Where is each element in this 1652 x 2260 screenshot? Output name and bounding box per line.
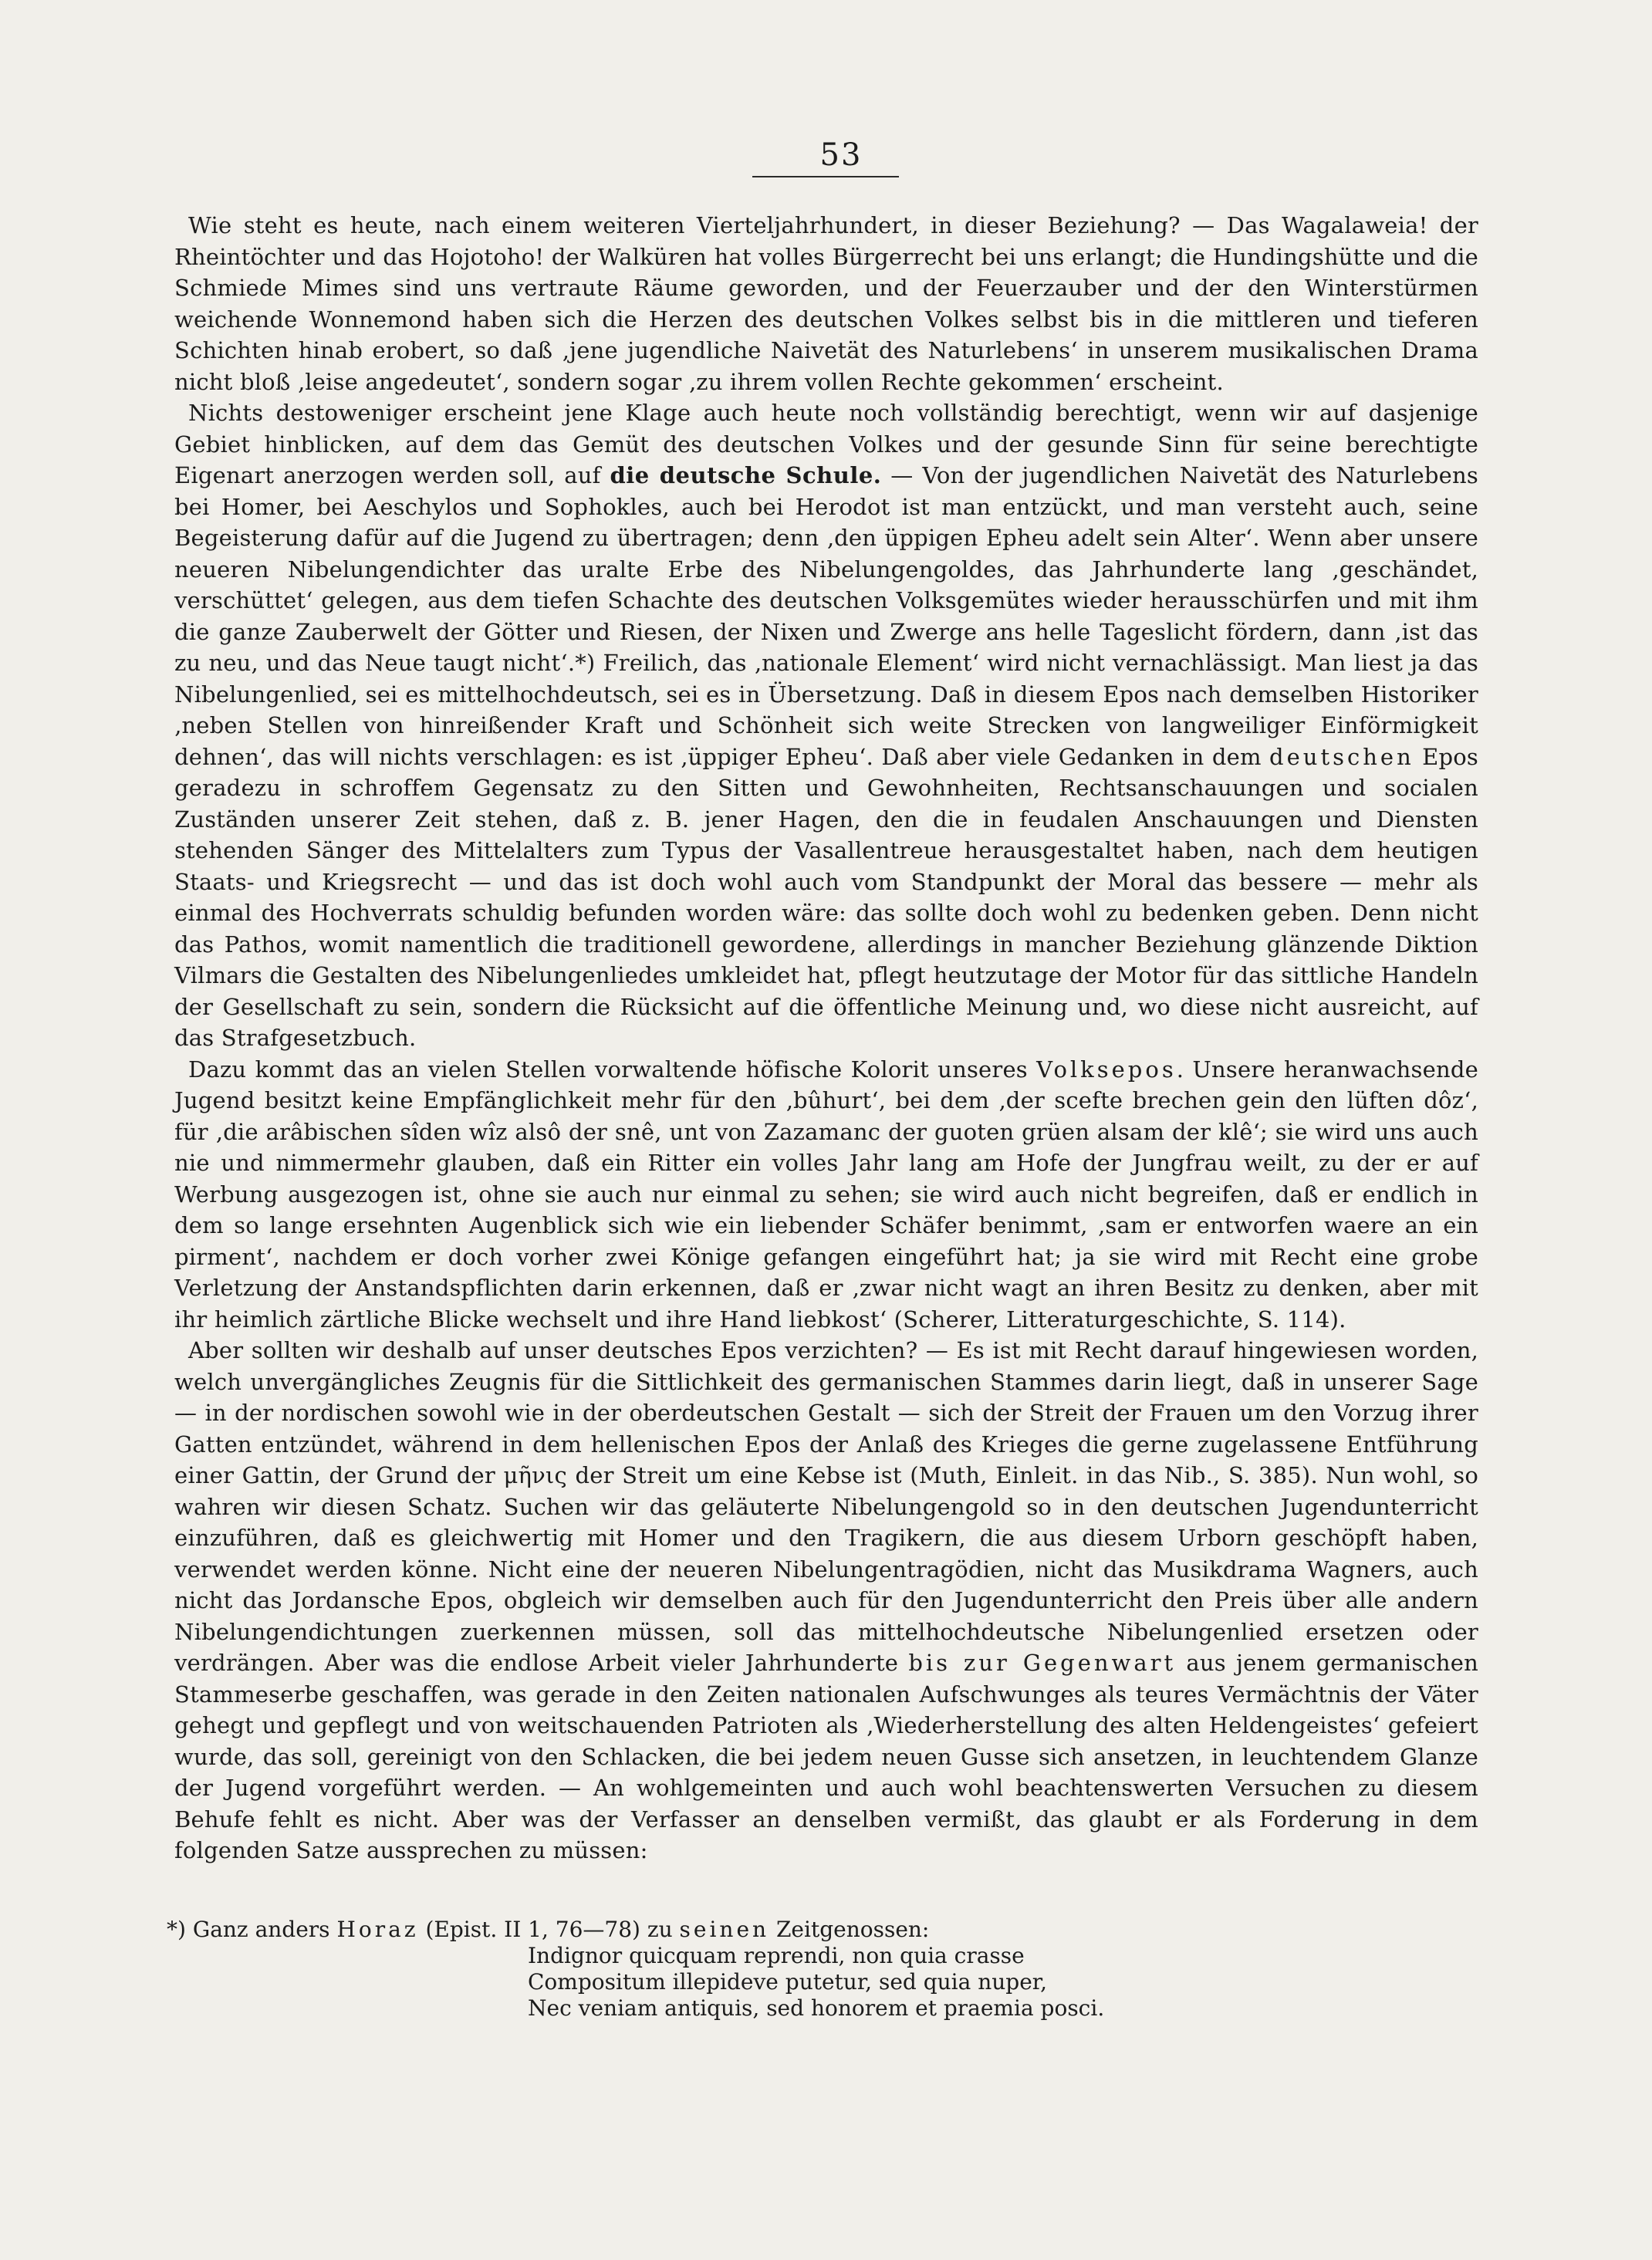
verse-line: Compositum illepideve putetur, sed quia nuper,	[528, 1969, 1047, 1995]
emphasis-spaced: deutschen	[1269, 743, 1414, 770]
verse-line: Nec veniam antiquis, sed honorem et praemia posci.	[528, 1995, 1105, 2021]
emphasis-spaced: Volksepos	[1036, 1056, 1177, 1083]
emphasis-spaced: Horaz	[336, 1917, 419, 1942]
page-number-rule	[752, 176, 899, 177]
paragraph	[174, 1335, 1478, 1866]
footnote-verse	[528, 1943, 1478, 2022]
paragraph-text: aus jenem germanischen Stammeserbe geschaffen, was gerade in den Zeiten nationalen Aufschwunges als teures Vermächtnis der Väter gehegt und gepflegt und von weitschauenden Patrioten als ‚Wiederherstellung des alten Heldengeistes‘ gefeiert wurde, das soll, gereinigt von den Schlacken, die bei jedem neuen Gusse sich ansetzen, in leuchtendem Glanze der Jugend vorgeführt werden. — An wohlgemeinten und auch wohl beachtenswerten Versuchen zu diesem Behufe fehlt es nicht. Aber was der Verfasser an denselben vermißt, das glaubt er als Forderung in dem folgenden Satze aussprechen zu müssen:	[174, 1650, 1478, 1863]
emphasis-spaced: seinen	[679, 1917, 770, 1942]
footnote-text: Zeitgenossen:	[769, 1917, 930, 1942]
paragraph	[174, 397, 1478, 1054]
footnote-intro	[167, 1917, 1478, 1943]
paragraph-text: . Unsere heranwachsende Jugend besitzt keine Empfänglichkeit mehr für den ‚bûhurt‘, bei dem ‚der scefte brechen gein den lüften dôz‘, für ‚die arâbischen sîden wîz alsô der snê, unt von Zazamanc der guoten grüen alsam der klê‘; sie wird uns auch nie und nimmermehr glauben, daß ein Ritter ein volles Jahr lang am Hofe der Jungfrau weilt, zu der er auf Werbung ausgezogen ist, ohne sie auch nur einmal zu sehen; sie wird auch nicht begreifen, daß er endlich in dem so lange ersehnten Augenblick sich wie ein liebender Schäfer benimmt, ‚sam er entworfen waere an ein pirment‘, nachdem er doch vorher zwei Könige gefangen eingeführt hat; ja sie wird mit Recht eine grobe Verletzung der Anstandspflichten darin erkennen, daß er ‚zwar nicht wagt an ihren Besitz zu denken, aber mit ihr heimlich zärtliche Blicke wechselt und ihre Hand liebkost‘ (Scherer, Litteraturgeschichte, S. 114).	[174, 1056, 1479, 1333]
paragraph-text: — Von der jugendlichen Naivetät des Naturlebens bei Homer, bei Aeschylos und Sophokles, auch bei Herodot ist man entzückt, und man versteht auch, seine Begeisterung dafür auf die Jugend zu übertragen; denn ‚den üppigen Epheu adelt sein Alter‘. Wenn aber unsere neueren Nibelungendichter das uralte Erbe des Nibelungengoldes, das Jahrhunderte lang ‚geschändet, verschüttet‘ gelegen, aus dem tiefen Schachte des deutschen Volksgemütes wieder herausschürfen und mit ihm die ganze Zauberwelt der Götter und Riesen, der Nixen und Zwerge ans helle Tageslicht fördern, dann ‚ist das zu neu, und das Neue taugt nicht‘.*) Freilich, das ‚nationale Element‘ wird nicht vernachlässigt. Man liest ja das Nibelungenlied, sei es mittelhochdeutsch, sei es in Übersetzung. Daß in diesem Epos nach demselben Historiker ‚neben Stellen von hinreißender Kraft und Schönheit sich weite Strecken von langweiliger Einförmigkeit dehnen‘, das will nichts verschlagen: es ist ‚üppiger Epheu‘. Daß aber viele Gedanken in dem	[174, 462, 1479, 770]
paragraph-text: Dazu kommt das an vielen Stellen vorwaltende höfische Kolorit unseres	[188, 1056, 1037, 1083]
paragraph	[174, 1054, 1478, 1336]
emphasis-spaced: bis zur Gegenwart	[908, 1650, 1177, 1676]
body-text	[174, 210, 1478, 1866]
footnote-text: *) Ganz anders	[167, 1917, 337, 1942]
footnote-text: (Epist. II 1, 76—78) zu	[418, 1917, 680, 1942]
paragraph	[174, 210, 1478, 397]
footnote	[167, 1917, 1478, 2022]
paragraph-text: Epos geradezu in schroffem Gegensatz zu den Sitten und Gewohnheiten, Rechtsanschauungen und socialen Zuständen unserer Zeit stehen, daß z. B. jener Hagen, den die in feudalen Anschauungen und Diensten stehenden Sänger des Mittelalters zum Typus der Vasallentreue herausgestaltet haben, nach dem heutigen Staats- und Kriegsrecht — und das ist doch wohl auch vom Standpunkt der Moral das bessere — mehr als einmal des Hochverrats schuldig befunden worden wäre: das sollte doch wohl zu bedenken geben. Denn nicht das Pathos, womit namentlich die traditionell gewordene, allerdings in mancher Beziehung glänzende Diktion Vilmars die Gestalten des Nibelungenliedes umkleidet hat, pflegt heutzutage der Motor für das sittliche Handeln der Gesellschaft zu sein, sondern die Rücksicht auf die öffentliche Meinung und, wo diese nicht ausreicht, auf das Strafgesetzbuch.	[174, 743, 1478, 1051]
verse-line: Indignor quicquam reprendi, non quia crasse	[528, 1943, 1025, 1968]
paragraph-text: Wie steht es heute, nach einem weiteren Vierteljahrhundert, in dieser Beziehung? — Das Wagalaweia! der Rheintöchter und das Hojotoho! der Walküren hat volles Bürgerrecht bei uns erlangt; die Hundingshütte und die Schmiede Mimes sind uns vertraute Räume geworden, und der Feuerzauber und der den Winterstürmen weichende Wonnemond haben sich die Herzen des deutschen Volkes selbst bis in die mittleren und tieferen Schichten hinab erobert, so daß ‚jene jugendliche Naivetät des Naturlebens‘ in unserem musikalischen Drama nicht bloß ‚leise angedeutet‘, sondern sogar ‚zu ihrem vollen Rechte gekommen‘ erscheint.	[174, 212, 1478, 395]
emphasis-bold: die deutsche Schule.	[610, 462, 882, 488]
paragraph-text: Aber sollten wir deshalb auf unser deutsches Epos verzichten? — Es ist mit Recht darauf hingewiesen worden, welch unvergängliches Zeugnis für die Sittlichkeit des germanischen Stammes darin liegt, daß in unserer Sage — in der nordischen sowohl wie in der oberdeutschen Gestalt — sich der Streit der Frauen um den Vorzug ihrer Gatten entzündet, während in dem hellenischen Epos der Anlaß des Krieges die gerne zugelassene Entführung einer Gattin, der Grund der μῆνις der Streit um eine Kebse ist (Muth, Einleit. in das Nib., S. 385). Nun wohl, so wahren wir diesen Schatz. Suchen wir das geläuterte Nibelungengold so in den deutschen Jugendunterricht einzuführen, daß es gleichwertig mit Homer und den Tragikern, die aus diesem Urborn geschöpft haben, verwendet werden könne. Nicht eine der neueren Nibelungentragödien, nicht das Musikdrama Wagners, auch nicht das Jordansche Epos, obgleich wir demselben auch für den Jugendunterricht den Preis über alle andern Nibelungendichtungen zuerkennen müssen, soll das mittelhochdeutsche Nibelungenlied ersetzen oder verdrängen. Aber was die endlose Arbeit vieler Jahrhunderte	[174, 1337, 1478, 1676]
page-number: 53	[819, 137, 863, 173]
paragraph-text: Nichts destoweniger erscheint jene Klage auch heute noch vollständig berechtigt, wenn wir auf dasjenige Gebiet hinblicken, auf dem das Gemüt des deutschen Volkes und der gesunde Sinn für seine berechtigte Eigenart anerzogen werden soll, auf	[174, 400, 1478, 488]
